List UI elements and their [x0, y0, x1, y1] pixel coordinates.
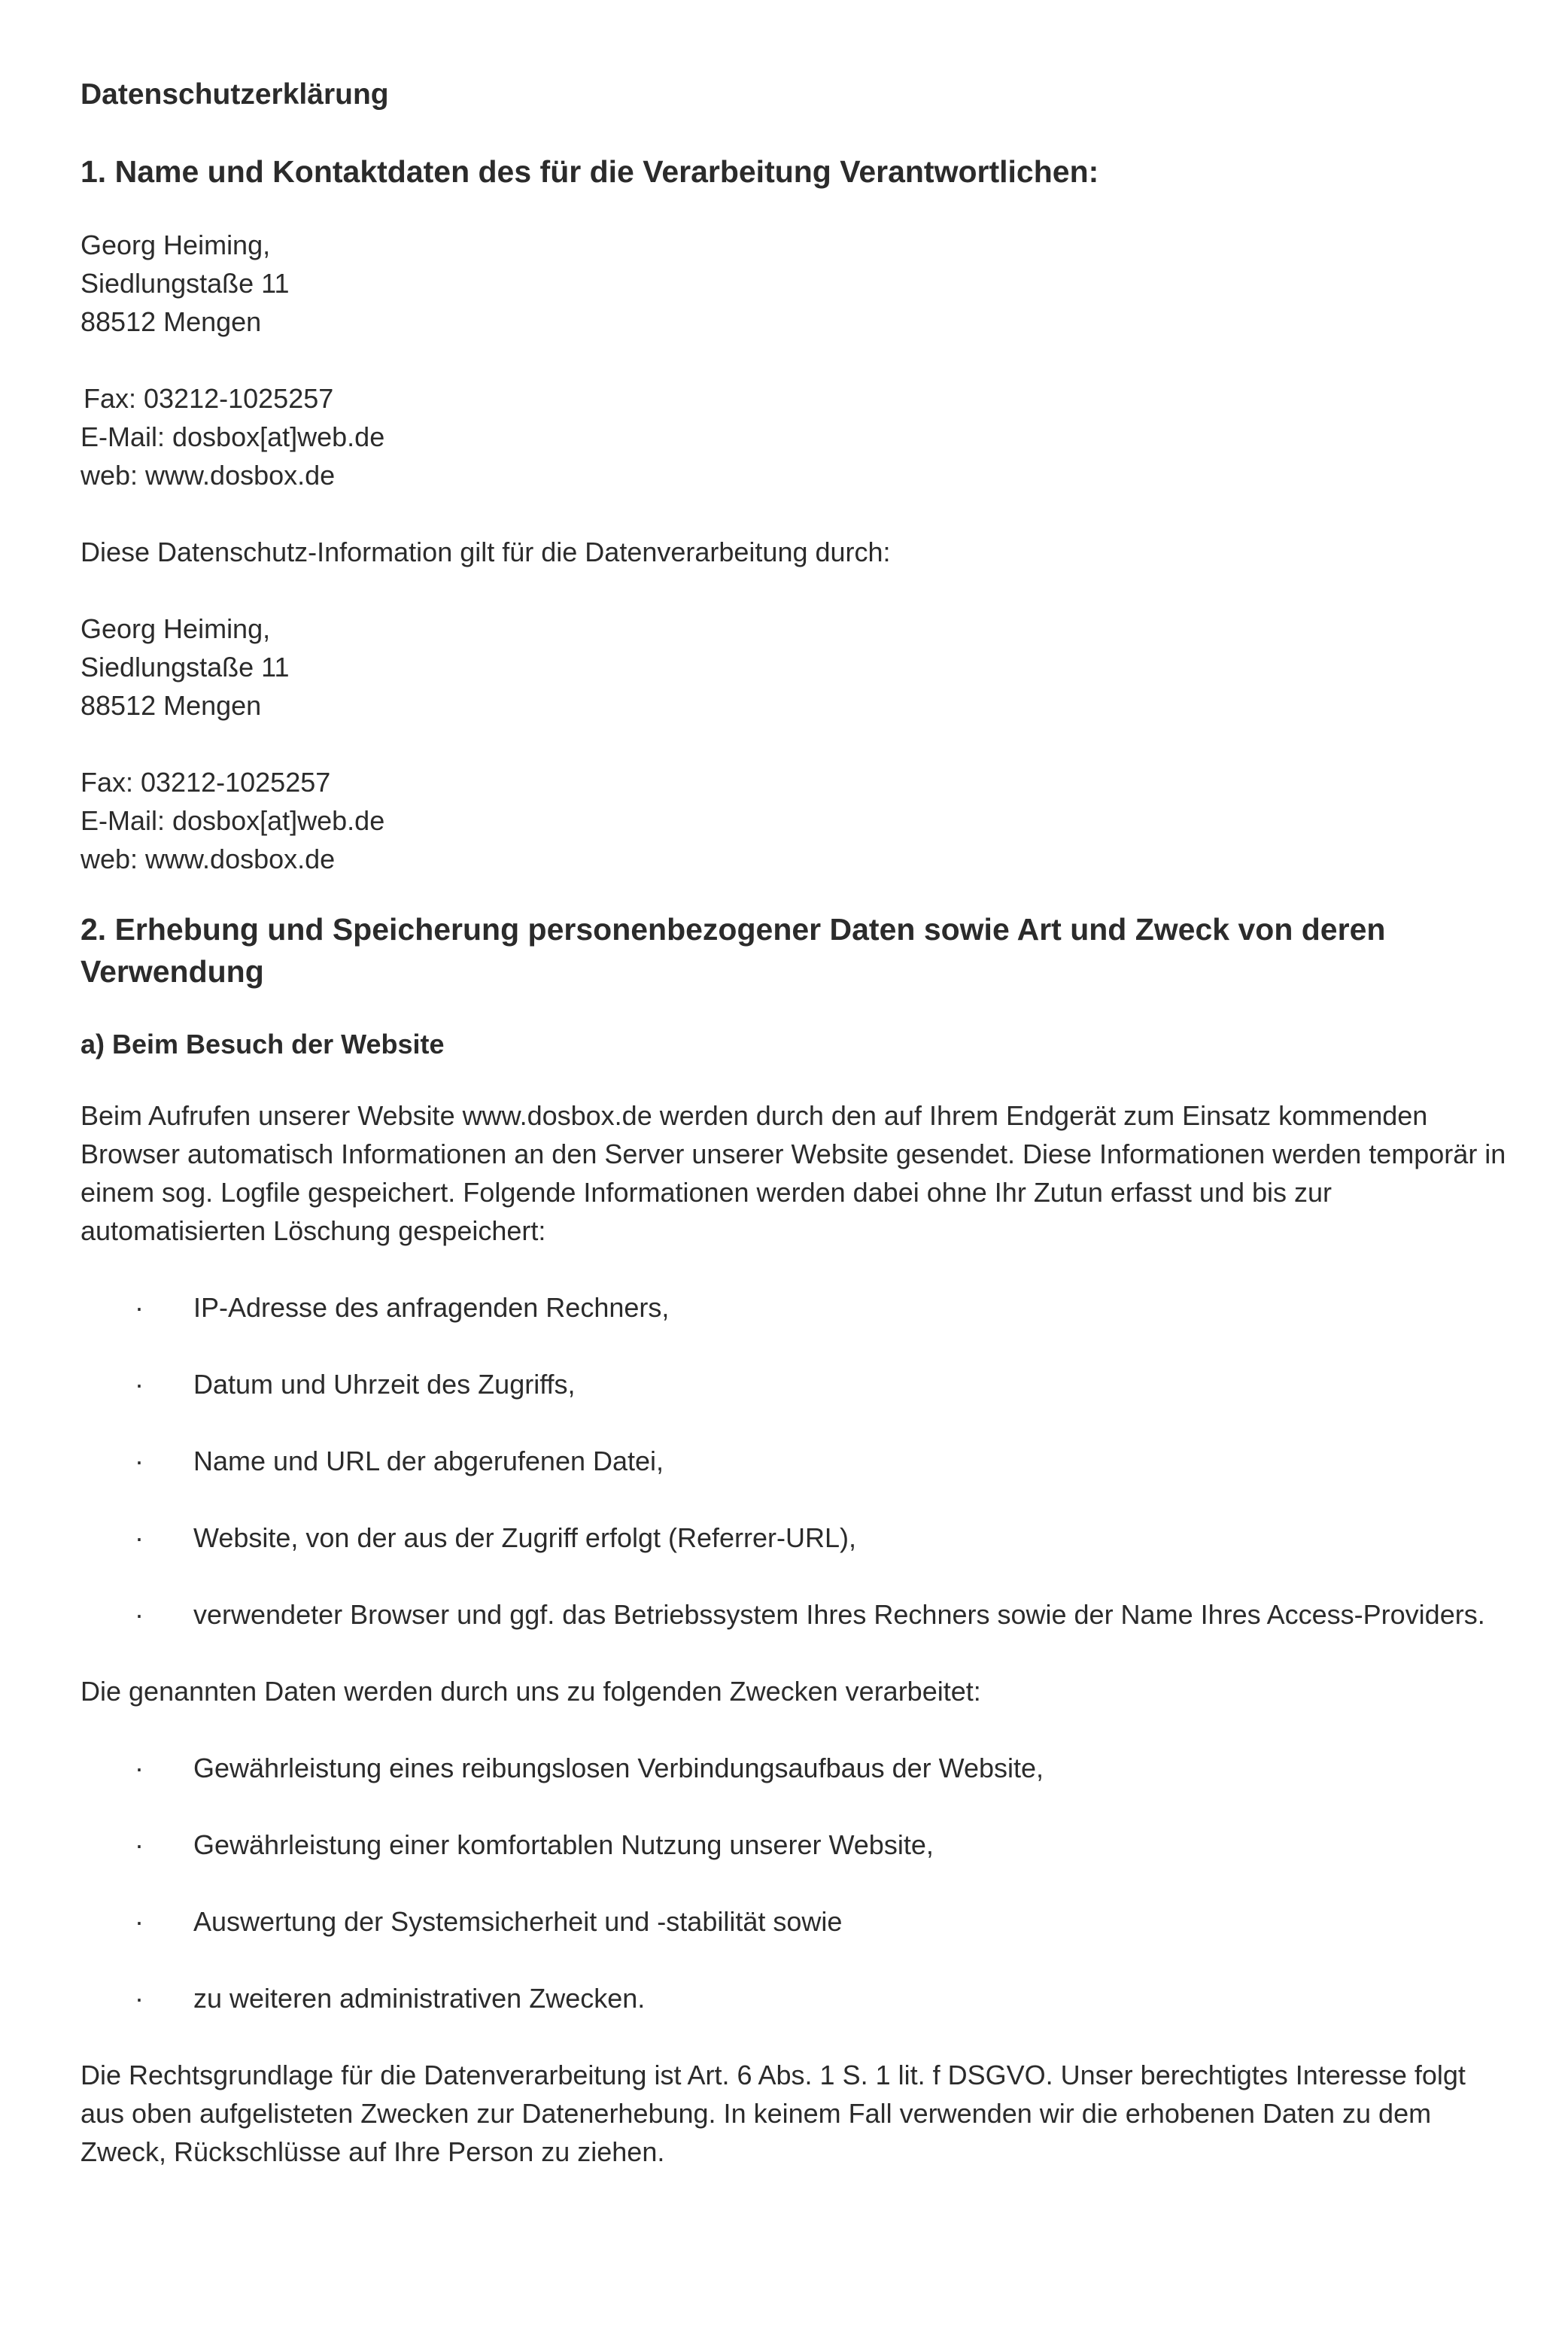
processor-contact — [81, 763, 1510, 878]
bullet-icon: · — [135, 1906, 144, 1937]
section-1-heading: 1. Name und Kontaktdaten des für die Verarbeitung Verantwortlichen: — [81, 154, 1099, 189]
bullet-icon: · — [135, 1292, 144, 1323]
list-item: · zu weiteren administrativen Zwecken. — [81, 1979, 1510, 2017]
logged-data-list — [81, 1288, 1510, 1634]
bullet-icon: · — [135, 1829, 144, 1860]
address-line: 88512 Mengen — [81, 690, 262, 721]
bullet-icon: · — [135, 1369, 144, 1400]
email-line: E-Mail: dosbox[at]web.de — [81, 421, 385, 452]
list-item: · Auswertung der Systemsicherheit und -stabilität sowie — [81, 1902, 1510, 1941]
bullet-icon: · — [135, 1983, 144, 2014]
email-line: E-Mail: dosbox[at]web.de — [81, 805, 385, 836]
list-item: · IP-Adresse des anfragenden Rechners, — [81, 1288, 1510, 1327]
document-title: Datenschutzerklärung — [81, 78, 389, 111]
list-item: · Website, von der aus der Zugriff erfolgt (Referrer-URL), — [81, 1519, 1510, 1557]
purpose-intro: Die genannten Daten werden durch uns zu folgenden Zwecken verarbeitet: — [81, 1676, 981, 1707]
section-2-heading: 2. Erhebung und Speicherung personenbezogener Daten sowie Art und Zweck von deren Verwendung — [81, 912, 1386, 989]
legal-basis-paragraph: Die Rechtsgrundlage für die Datenverarbeitung ist Art. 6 Abs. 1 S. 1 lit. f DSGVO. Unser berechtigtes Interesse folgt aus oben aufgelisteten Zwecken zur Datenerhebung. In keinem Fall verwenden wir die erhobenen Daten zu dem Zweck, Rückschlüsse auf Ihre Person zu ziehen. — [81, 2060, 1466, 2167]
fax-line: Fax: 03212-1025257 — [81, 767, 331, 798]
web-line: web: www.dosbox.de — [81, 460, 336, 491]
bullet-icon: · — [135, 1753, 144, 1783]
privacy-document — [81, 75, 1510, 2209]
list-item: · Gewährleistung eines reibungslosen Verbindungsaufbaus der Website, — [81, 1749, 1510, 1787]
address-line: Siedlungstaße 11 — [81, 268, 290, 299]
fax-line: Fax: 03212-1025257 — [84, 383, 334, 414]
web-line: web: www.dosbox.de — [81, 844, 336, 874]
list-item: · Name und URL der abgerufenen Datei, — [81, 1442, 1510, 1480]
bullet-icon: · — [135, 1522, 144, 1553]
list-item: · verwendeter Browser und ggf. das Betriebssystem Ihres Rechners sowie der Name Ihres Access-Providers. — [81, 1595, 1510, 1634]
logfile-paragraph: Beim Aufrufen unserer Website www.dosbox.de werden durch den auf Ihrem Endgerät zum Einsatz kommenden Browser automatisch Informationen an den Server unserer Website gesendet. Diese Informationen werden temporär in einem sog. Logfile gespeichert. Folgende Informationen werden dabei ohne Ihr Zutun erfasst und bis zur automatisierten Löschung gespeichert: — [81, 1100, 1506, 1246]
bullet-icon: · — [135, 1446, 144, 1476]
bullet-icon: · — [135, 1599, 144, 1630]
list-item: · Datum und Uhrzeit des Zugriffs, — [81, 1365, 1510, 1403]
controller-contact — [81, 379, 1510, 494]
purpose-list — [81, 1749, 1510, 2017]
scope-intro: Diese Datenschutz-Information gilt für die Datenverarbeitung durch: — [81, 537, 891, 567]
address-line: Siedlungstaße 11 — [81, 652, 290, 683]
subsection-a-heading: a) Beim Besuch der Website — [81, 1029, 445, 1060]
controller-address — [81, 226, 1510, 341]
processor-address — [81, 610, 1510, 725]
list-item: · Gewährleistung einer komfortablen Nutzung unserer Website, — [81, 1826, 1510, 1864]
address-line: Georg Heiming, — [81, 230, 271, 260]
address-line: Georg Heiming, — [81, 613, 271, 644]
address-line: 88512 Mengen — [81, 306, 262, 337]
